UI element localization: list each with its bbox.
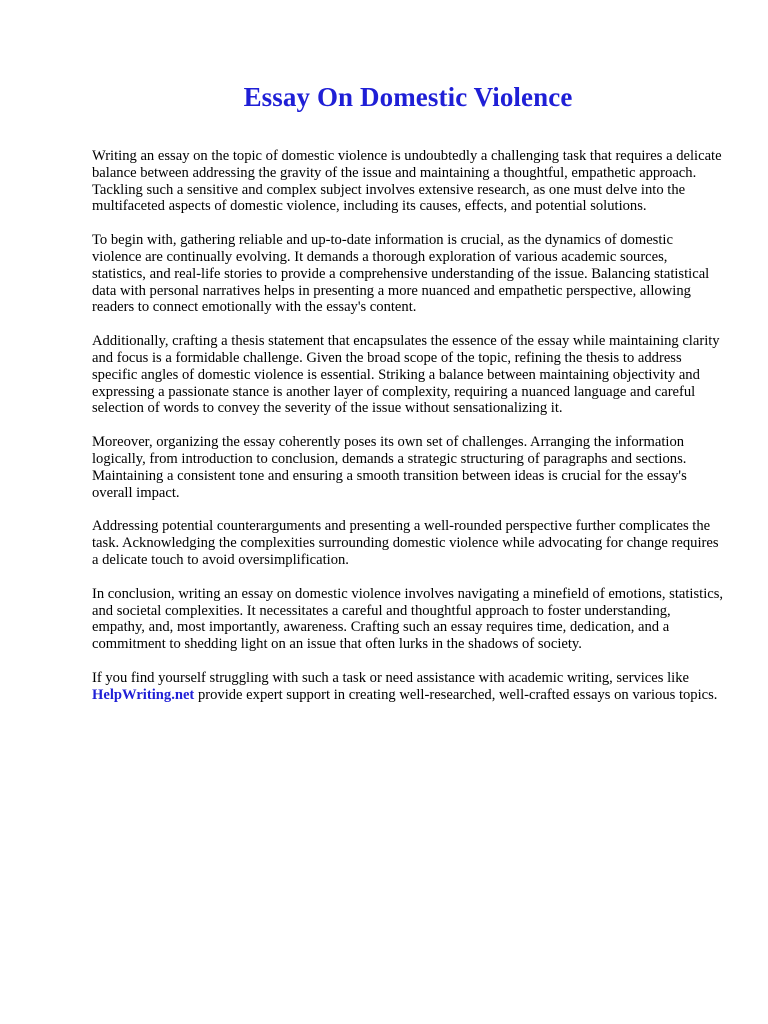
paragraph-3: Additionally, crafting a thesis statement that encapsulates the essence of the essay while maintaining clarity and focus is a formidable challenge. Given the broad scope of the topic, refining the thesis to address specific angles of domestic violence is essential. Striking a balance between maintaining objectivity and expressing a passionate stance is another layer of complexity, requiring a nuanced language and careful selection of words to convey the severity of the issue without sensationalizing it. (92, 333, 720, 417)
helpwriting-link[interactable]: HelpWriting.net (92, 686, 195, 703)
closing-paragraph (92, 670, 724, 704)
closing-text-before: If you find yourself struggling with such a task or need assistance with academic writing, services like (92, 669, 689, 686)
paragraph-6: In conclusion, writing an essay on domestic violence involves navigating a minefield of emotions, statistics, and societal complexities. It necessitates a careful and thoughtful approach to foster understanding, empathy, and, most importantly, awareness. Crafting such an essay requires time, dedication, and a commitment to shedding light on an issue that often lurks in the shadows of society. (92, 585, 724, 653)
document-title: Essay On Domestic Violence (243, 82, 573, 112)
paragraph-1: Writing an essay on the topic of domestic violence is undoubtedly a challenging task that requires a delicate balance between addressing the gravity of the issue and maintaining a thoughtful, empathetic approach. Tackling such a sensitive and complex subject involves extensive research, as one must delve into the multifaceted aspects of domestic violence, including its causes, effects, and potential solutions. (92, 148, 722, 215)
closing-text-after: provide expert support in creating well-researched, well-crafted essays on various topics. (194, 686, 718, 703)
document-page (92, 80, 724, 721)
paragraph-5: Addressing potential counterarguments and presenting a well-rounded perspective further complicates the task. Acknowledging the complexities surrounding domestic violence while advocating for change requires a delicate touch to avoid oversimplification. (92, 518, 719, 568)
paragraph-4: Moreover, organizing the essay coherently poses its own set of challenges. Arranging the information logically, from introduction to conclusion, demands a strategic structuring of paragraphs and sections. Maintaining a consistent tone and ensuring a smooth transition between ideas is crucial for the essay's overall impact. (92, 434, 687, 501)
paragraph-2: To begin with, gathering reliable and up-to-date information is crucial, as the dynamics of domestic violence are continually evolving. It demands a thorough exploration of various academic sources, statistics, and real-life stories to provide a comprehensive understanding of the issue. Balancing statistical data with personal narratives helps in presenting a more nuanced and empathetic perspective, allowing readers to connect emotionally with the essay's content. (92, 232, 710, 316)
